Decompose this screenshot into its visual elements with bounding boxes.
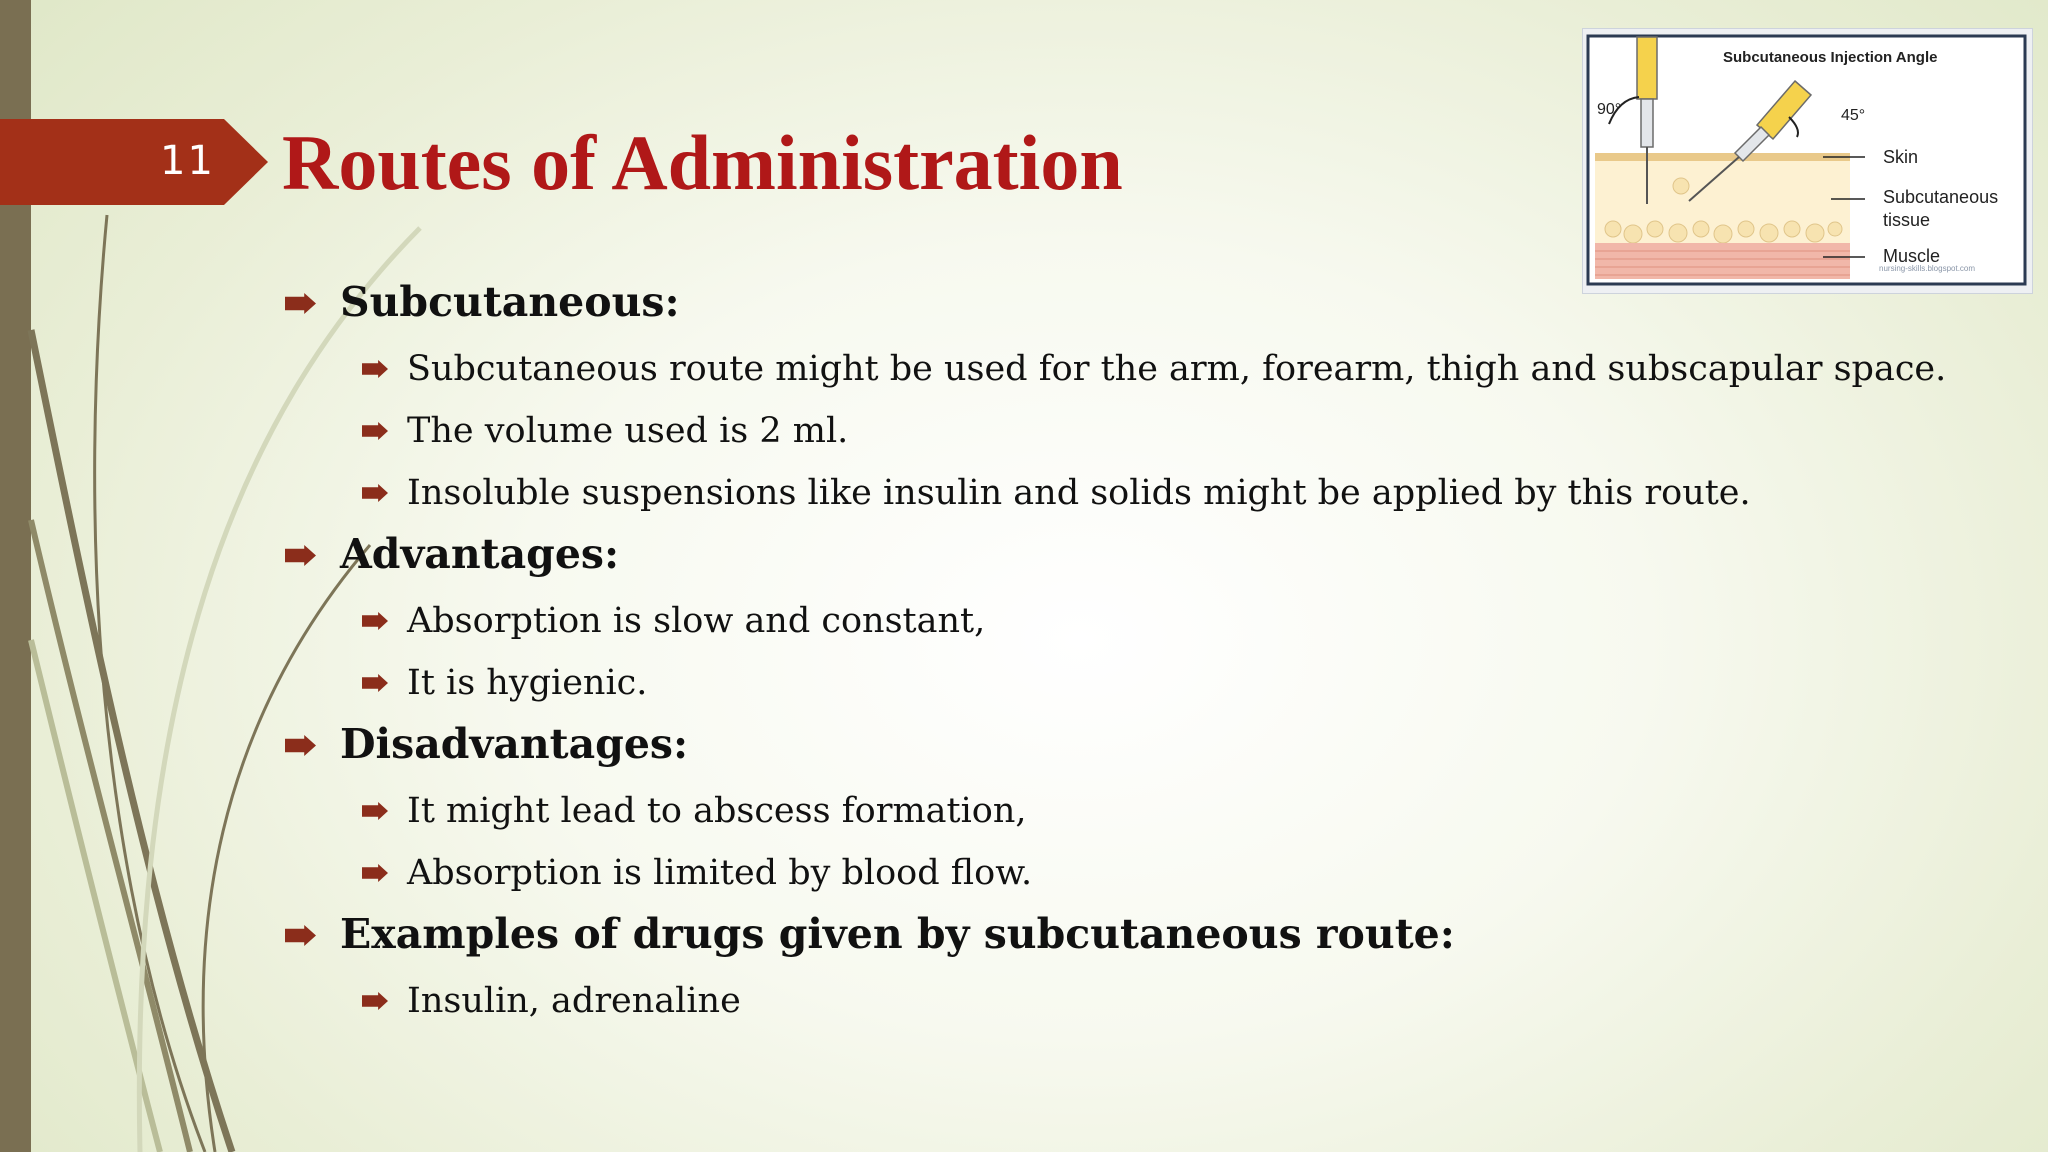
arrow-bullet-icon — [285, 925, 316, 946]
arrow-bullet-icon — [362, 422, 388, 440]
list-item — [280, 714, 1780, 780]
list-item — [280, 524, 1780, 590]
list-item — [280, 904, 1780, 970]
angle-45-label: 45° — [1841, 107, 1866, 124]
slide-number: 11 — [160, 138, 215, 184]
heading-text: Subcutaneous: — [340, 278, 680, 326]
bullet-text: It might lead to abscess formation, — [407, 791, 1027, 831]
bullet-text: Subcutaneous route might be used for the arm, forearm, thigh and subscapular space. — [407, 349, 1947, 389]
list-item — [280, 400, 1780, 462]
arrow-bullet-icon — [285, 735, 316, 756]
bullet-text: Insulin, adrenaline — [407, 981, 741, 1021]
heading-text: Disadvantages: — [340, 720, 689, 768]
arrow-bullet-icon — [362, 992, 388, 1010]
list-item — [280, 842, 1780, 904]
bullet-text: The volume used is 2 ml. — [407, 411, 849, 451]
tissue-label: tissue — [1883, 210, 1931, 230]
heading-text: Examples of drugs given by subcutaneous route: — [340, 910, 1455, 958]
heading-text: Advantages: — [340, 530, 620, 578]
arrow-bullet-icon — [362, 612, 388, 630]
list-item — [280, 338, 1947, 400]
bullet-text: Absorption is limited by blood flow. — [407, 853, 1033, 893]
illustration-credit: nursing-skills.blogspot.com — [1879, 264, 1976, 273]
injection-angle-illustration — [1582, 28, 2033, 294]
arrow-bullet-icon — [362, 484, 388, 502]
list-item — [280, 272, 1780, 338]
arrow-bullet-icon — [285, 293, 316, 314]
bullet-text: Insoluble suspensions like insulin and solids might be applied by this route. — [407, 473, 1751, 513]
list-item — [280, 590, 1780, 652]
arrow-bullet-icon — [362, 802, 388, 820]
subcutaneous-label: Subcutaneous — [1883, 187, 1999, 207]
list-item — [280, 780, 1780, 842]
illustration-title: Subcutaneous Injection Angle — [1723, 49, 1938, 66]
bullet-list — [280, 272, 1947, 1032]
arrow-bullet-icon — [362, 360, 388, 378]
slide-title: Routes of Administration — [282, 119, 1123, 206]
list-item — [280, 652, 1780, 714]
skin-label: Skin — [1883, 147, 1919, 167]
angle-90-label: 90° — [1597, 101, 1622, 118]
list-item — [280, 462, 1780, 524]
arrow-bullet-icon — [285, 545, 316, 566]
list-item — [280, 970, 1780, 1032]
slide-number-tab — [0, 119, 268, 205]
bullet-text: It is hygienic. — [407, 663, 648, 703]
muscle-label: Muscle — [1883, 246, 1941, 266]
arrow-bullet-icon — [362, 864, 388, 882]
bullet-text: Absorption is slow and constant, — [407, 601, 986, 641]
arrow-bullet-icon — [362, 674, 388, 692]
